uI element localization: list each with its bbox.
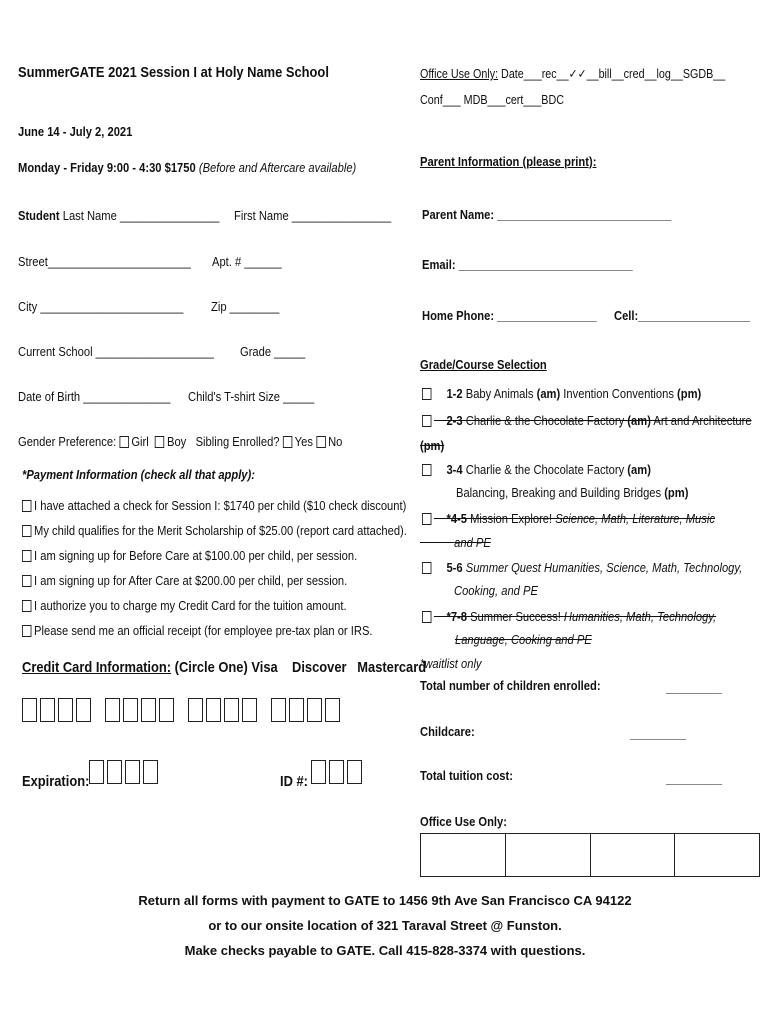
total-tuition-label: Total tuition cost: xyxy=(420,768,513,783)
payment-option: I am signing up for After Care at $200.00 per child, per session. xyxy=(22,573,347,589)
office-use-only-label: Office Use Only: xyxy=(420,814,507,829)
footer-line-1: Return all forms with payment to GATE to 1456 9th Ave San Francisco CA 94122 xyxy=(138,893,632,908)
course-option-2-3: 2-3 Charlie & the Chocolate Factory (am) Art and Architecture xyxy=(422,413,752,429)
office-use-cell[interactable] xyxy=(590,834,675,877)
sibling-yes-checkbox[interactable] xyxy=(283,436,292,448)
expiration-boxes[interactable] xyxy=(89,760,161,784)
city-field[interactable]: City _______________________ xyxy=(18,299,184,314)
office-use-cell[interactable] xyxy=(675,834,760,877)
office-use-cell[interactable] xyxy=(421,834,506,877)
course-option-3-4: 3-4 Charlie & the Chocolate Factory (am) xyxy=(422,462,651,478)
course-checkbox[interactable] xyxy=(422,513,431,525)
girl-checkbox[interactable] xyxy=(119,436,128,448)
apt-field[interactable]: Apt. # ______ xyxy=(212,254,282,269)
date-of-birth-field[interactable]: Date of Birth ______________ xyxy=(18,389,171,404)
office-use-label: Office Use Only: xyxy=(420,67,499,81)
payment-checkbox[interactable] xyxy=(22,575,31,587)
course-checkbox[interactable] xyxy=(422,464,431,476)
credit-card-row: Credit Card Information: (Circle One) Visa Discover Mastercard xyxy=(22,659,427,676)
course-7-8-line-2: Language, Cooking and PE xyxy=(455,632,592,647)
course-checkbox[interactable] xyxy=(422,611,431,623)
payment-checkbox[interactable] xyxy=(22,625,31,637)
cell-field[interactable]: Cell:__________________ xyxy=(614,308,751,323)
home-phone-field[interactable]: Home Phone: ________________ xyxy=(422,308,597,323)
office-use-line-1: Office Use Only: Date___rec__✓✓__bill__cred__log__SGDB__ xyxy=(420,67,726,81)
waitlist-note: *waitlist only xyxy=(420,656,482,671)
course-4-5-line-2: and PE xyxy=(454,535,491,550)
parent-heading: Parent Information (please print): xyxy=(420,154,597,169)
footer-line-3: Make checks payable to GATE. Call 415-828-3374 with questions. xyxy=(184,943,586,958)
childcare-label: Childcare: xyxy=(420,724,475,739)
visa-option[interactable]: Visa xyxy=(251,659,278,676)
expiration-label: Expiration: xyxy=(22,773,90,790)
total-children-label: Total number of children enrolled: xyxy=(420,678,601,693)
payment-checkbox[interactable] xyxy=(22,500,31,512)
course-checkbox[interactable] xyxy=(422,562,431,574)
grade-course-heading: Grade/Course Selection xyxy=(420,357,547,372)
boy-checkbox[interactable] xyxy=(155,436,164,448)
street-field[interactable]: Street_______________________ xyxy=(18,254,191,269)
grade-field[interactable]: Grade _____ xyxy=(240,344,306,359)
payment-option: I have attached a check for Session I: $1740 per child ($10 check discount) xyxy=(22,498,406,514)
course-2-3-pm: (pm) xyxy=(420,438,445,453)
current-school-field[interactable]: Current School ___________________ xyxy=(18,344,214,359)
payment-checkbox[interactable] xyxy=(22,600,31,612)
office-use-table xyxy=(420,833,760,877)
sibling-no-checkbox[interactable] xyxy=(316,436,325,448)
id-boxes[interactable] xyxy=(311,760,365,784)
total-children-blank[interactable]: _________ xyxy=(666,680,722,695)
course-3-4-pm-line: Balancing, Breaking and Building Bridges (pm) xyxy=(456,485,689,500)
payment-heading: *Payment Information (check all that apply): xyxy=(22,467,255,482)
payment-checkbox[interactable] xyxy=(22,550,31,562)
payment-option: Please send me an official receipt (for employee pre-tax plan or IRS. xyxy=(22,623,373,639)
course-checkbox[interactable] xyxy=(422,388,431,400)
childcare-blank[interactable]: _________ xyxy=(630,726,686,741)
gender-sibling-row: Gender Preference: Girl Boy Sibling Enrolled? Yes No xyxy=(18,434,343,449)
student-first-name-field[interactable]: First Name ________________ xyxy=(234,208,392,223)
form-title: SummerGATE 2021 Session I at Holy Name School xyxy=(18,64,329,81)
payment-option: I authorize you to charge my Credit Card for the tuition amount. xyxy=(22,598,347,614)
course-option-7-8: *7-8 Summer Success! Humanities, Math, Technology, xyxy=(422,609,716,625)
credit-card-label: Credit Card Information: xyxy=(22,659,172,676)
course-option-5-6: 5-6 Summer Quest Humanities, Science, Math, Technology, xyxy=(422,560,742,576)
payment-option: I am signing up for Before Care at $100.00 per child, per session. xyxy=(22,548,357,564)
email-field[interactable]: Email: ____________________________ xyxy=(422,257,633,272)
office-use-cell[interactable] xyxy=(505,834,590,877)
mastercard-option[interactable]: Mastercard xyxy=(357,659,427,676)
student-last-name-field[interactable]: Student Last Name ________________ xyxy=(18,208,220,223)
course-5-6-line-2: Cooking, and PE xyxy=(454,583,538,598)
zip-field[interactable]: Zip ________ xyxy=(211,299,280,314)
office-use-line-2: Conf___ MDB___cert___BDC xyxy=(420,93,565,107)
course-option-1-2: 1-2 Baby Animals (am) Invention Conventions (pm) xyxy=(422,386,701,402)
footer-line-2: or to our onsite location of 321 Taraval Street @ Funston. xyxy=(208,918,562,933)
payment-checkbox[interactable] xyxy=(22,525,31,537)
course-option-4-5: *4-5 Mission Explore! Science, Math, Literature, Music xyxy=(422,511,715,527)
discover-option[interactable]: Discover xyxy=(292,659,347,676)
payment-option: My child qualifies for the Merit Scholarship of $25.00 (report card attached). xyxy=(22,523,407,539)
card-number-boxes[interactable] xyxy=(22,698,343,722)
total-tuition-blank[interactable]: _________ xyxy=(666,771,722,786)
parent-name-field[interactable]: Parent Name: ____________________________ xyxy=(422,207,672,222)
session-schedule: Monday - Friday 9:00 - 4:30 $1750 (Before and Aftercare available) xyxy=(18,160,357,175)
session-dates: June 14 - July 2, 2021 xyxy=(18,124,133,139)
tshirt-size-field[interactable]: Child's T-shirt Size _____ xyxy=(188,389,315,404)
id-label: ID #: xyxy=(280,773,308,790)
course-checkbox[interactable] xyxy=(422,415,431,427)
